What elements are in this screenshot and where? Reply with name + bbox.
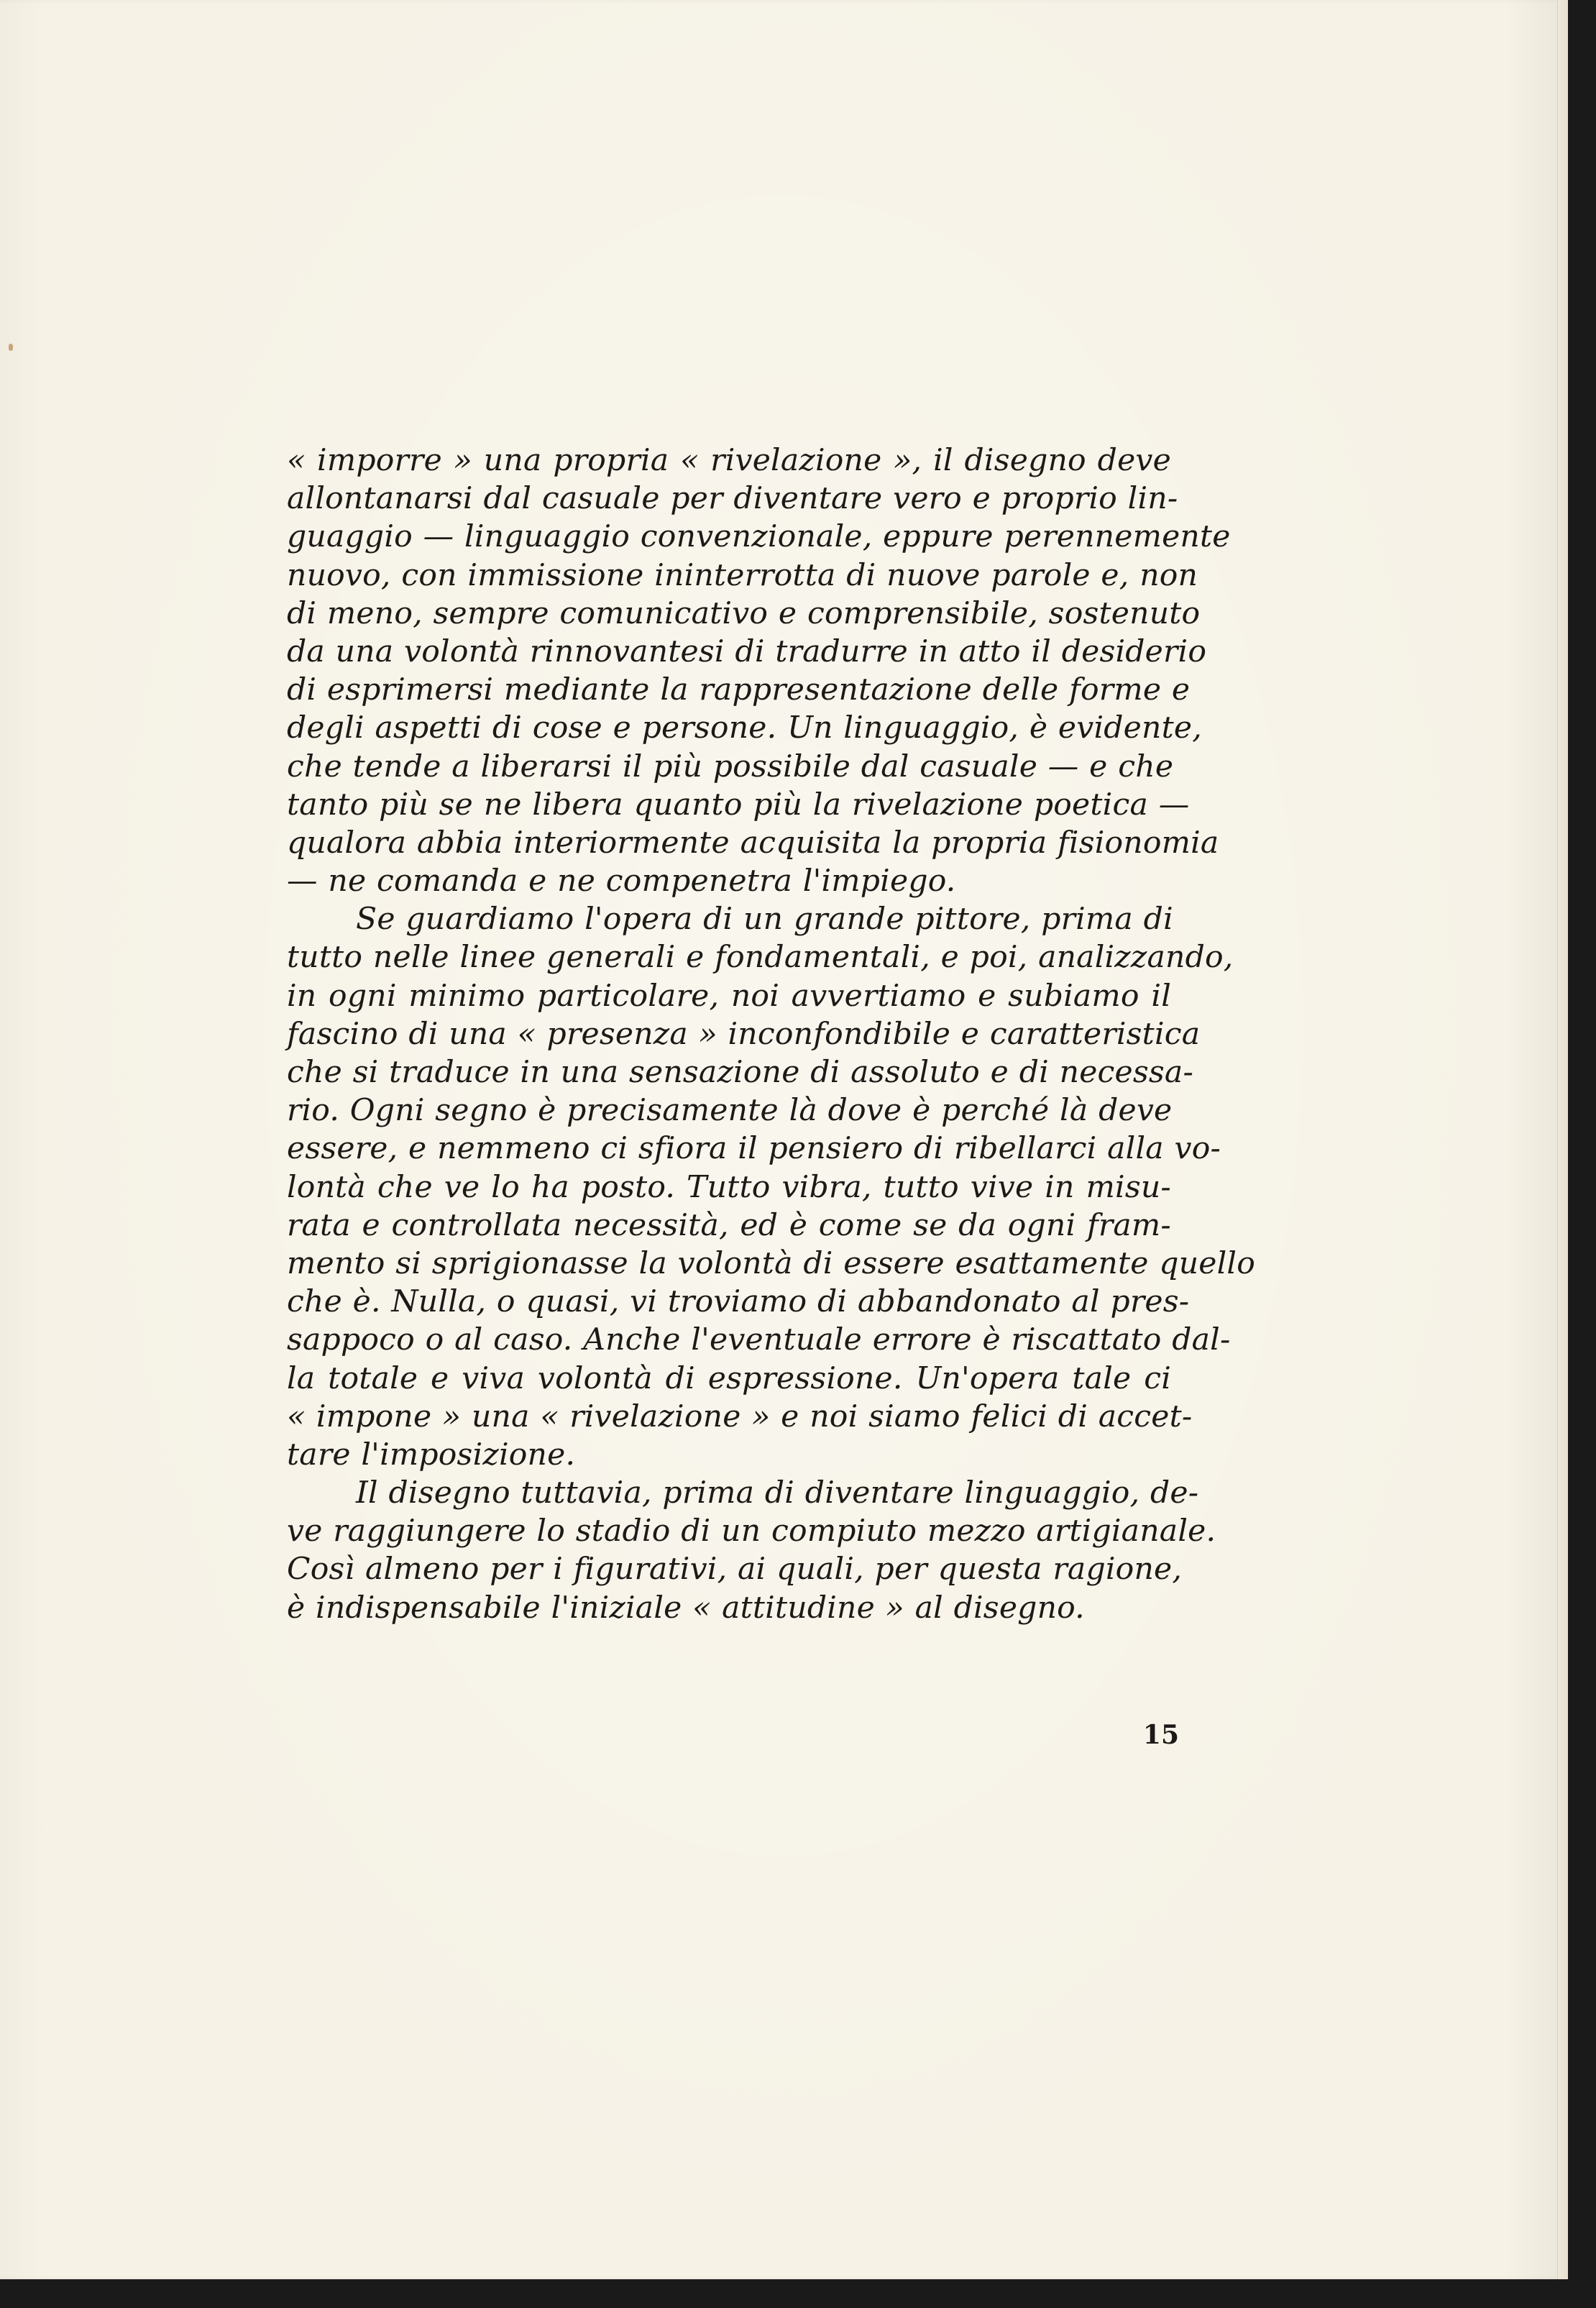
text-line: Così almeno per i figurativi, ai quali, per questa ragione, (287, 1552, 1183, 1588)
text-line: rata e controllata necessità, ed è come se da ogni fram- (287, 1207, 1171, 1243)
text-line: degli aspetti di cose e persone. Un linguaggio, è evidente, (287, 710, 1202, 746)
text-line: — ne comanda e ne compenetra l'impiego. (287, 864, 956, 899)
text-line: allontanarsi dal casuale per diventare vero e proprio lin- (287, 481, 1178, 517)
text-line: tare l'imposizione. (287, 1437, 576, 1473)
page-number: 15 (1142, 1720, 1179, 1750)
text-line: qualora abbia interiormente acquisita la propria fisionomia (287, 825, 1219, 861)
text-line: che tende a liberarsi il più possibile dal casuale — e che (287, 748, 1174, 784)
paper-speck (9, 344, 13, 351)
text-line: fascino di una « presenza » inconfondibile e caratteristica (287, 1016, 1201, 1052)
text-line: di meno, sempre comunicativo e comprensibile, sostenuto (287, 595, 1201, 631)
text-line: Il disegno tuttavia, prima di diventare linguaggio, de- (356, 1475, 1199, 1511)
text-line: è indispensabile l'iniziale « attitudine » al disegno. (287, 1590, 1085, 1626)
text-line: rio. Ogni segno è precisamente là dove è perché là deve (287, 1093, 1173, 1129)
text-line: tanto più se ne libera quanto più la rivelazione poetica — (287, 787, 1190, 823)
text-line: « impone » una « rivelazione » e noi siamo felici di accet- (287, 1398, 1193, 1434)
text-line: da una volontà rinnovantesi di tradurre in atto il desiderio (287, 633, 1207, 669)
text-line: tutto nelle linee generali e fondamentali, e poi, analizzando, (287, 940, 1234, 976)
text-line: « imporre » una propria « rivelazione », il disegno deve (287, 443, 1171, 478)
page-edge (1557, 0, 1568, 2279)
text-line: la totale e viva volontà di espressione. Un'opera tale ci (287, 1360, 1171, 1396)
text-line: di esprimersi mediante la rappresentazione delle forme e (287, 672, 1191, 708)
text-line: in ogni minimo particolare, noi avvertiamo e subiamo il (287, 978, 1171, 1014)
text-line: essere, e nemmeno ci sfiora il pensiero di ribellarci alla vo- (287, 1131, 1221, 1167)
text-line: nuovo, con immissione ininterrotta di nuove parole e, non (287, 557, 1198, 593)
text-line: che è. Nulla, o quasi, vi troviamo di abbandonato al pres- (287, 1284, 1190, 1320)
body-text (287, 441, 1255, 1627)
text-line: mento si sprigionasse la volontà di essere esattamente quello (287, 1245, 1255, 1281)
text-line: Se guardiamo l'opera di un grande pittore, prima di (356, 902, 1173, 938)
text-line: guaggio — linguaggio convenzionale, eppure perennemente (287, 519, 1231, 555)
text-line: sappoco o al caso. Anche l'eventuale errore è riscattato dal- (287, 1322, 1231, 1358)
text-line: lontà che ve lo ha posto. Tutto vibra, tutto vive in misu- (287, 1169, 1171, 1205)
text-line: che si traduce in una sensazione di assoluto e di necessa- (287, 1055, 1194, 1090)
text-line: ve raggiungere lo stadio di un compiuto mezzo artigianale. (287, 1514, 1216, 1549)
